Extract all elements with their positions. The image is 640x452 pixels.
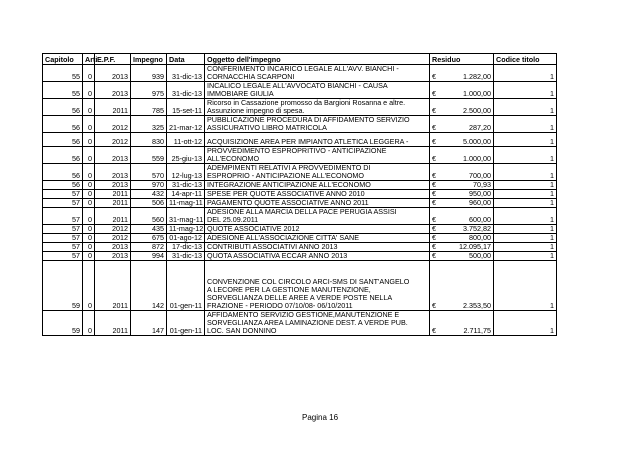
cell-arti: 0 bbox=[83, 99, 95, 116]
table-row bbox=[43, 311, 557, 336]
table-row bbox=[43, 99, 557, 116]
oggetto-line: PAGAMENTO QUOTE ASSOCIATIVE ANNO 2011 bbox=[207, 198, 369, 207]
table-row bbox=[43, 164, 557, 181]
currency-symbol: € bbox=[432, 180, 436, 189]
cell-residuo bbox=[430, 261, 494, 311]
header-data: Data bbox=[167, 54, 205, 65]
oggetto-line: ASSICURATIVO LIBRO MATRICOLA bbox=[207, 123, 327, 132]
cell-oggetto bbox=[205, 252, 430, 261]
oggetto-line: QUOTA ASSOCIATIVA ECCAR ANNO 2013 bbox=[207, 251, 348, 260]
oggetto-line: CONVENZIONE COL CIRCOLO ARCI-SMS DI SANT'ANGELO bbox=[207, 277, 410, 286]
residuo-amount: 2.500,00 bbox=[463, 106, 491, 115]
impegni-table bbox=[42, 53, 557, 336]
cell-epf: 2013 bbox=[95, 147, 131, 164]
cell-arti: 0 bbox=[83, 181, 95, 190]
header-row bbox=[43, 54, 557, 65]
oggetto-line: LOC. SAN DONNINO bbox=[207, 326, 277, 335]
cell-capitolo: 56 bbox=[43, 147, 83, 164]
cell-arti: 0 bbox=[83, 133, 95, 147]
cell-capitolo: 56 bbox=[43, 164, 83, 181]
cell-capitolo: 55 bbox=[43, 82, 83, 99]
header-oggetto: Oggetto dell'impegno bbox=[205, 54, 430, 65]
cell-arti: 0 bbox=[83, 190, 95, 199]
cell-epf: 2011 bbox=[95, 99, 131, 116]
cell-epf: 2012 bbox=[95, 225, 131, 234]
cell-codice-titolo: 1 bbox=[494, 252, 557, 261]
cell-impegno: 506 bbox=[131, 199, 167, 208]
cell-codice-titolo: 1 bbox=[494, 225, 557, 234]
oggetto-line: DEL 25.09.2011 bbox=[207, 215, 259, 224]
cell-arti: 0 bbox=[83, 225, 95, 234]
header-capitolo: Capitolo bbox=[43, 54, 83, 65]
cell-data: 11-ott-12 bbox=[167, 133, 205, 147]
table-row bbox=[43, 82, 557, 99]
cell-residuo bbox=[430, 116, 494, 133]
cell-epf: 2011 bbox=[95, 190, 131, 199]
header-residuo: Residuo bbox=[430, 54, 494, 65]
cell-capitolo: 59 bbox=[43, 261, 83, 311]
oggetto-line: CONTRIBUTI ASSOCIATIVI ANNO 2013 bbox=[207, 242, 338, 251]
residuo-amount: 600,00 bbox=[469, 215, 491, 224]
cell-epf: 2011 bbox=[95, 261, 131, 311]
oggetto-line: ACQUISIZIONE AREA PER IMPIANTO ATLETICA LEGGERA - bbox=[207, 137, 409, 146]
cell-data: 31-dic-13 bbox=[167, 252, 205, 261]
cell-codice-titolo: 1 bbox=[494, 82, 557, 99]
cell-epf: 2013 bbox=[95, 181, 131, 190]
cell-data: 31-dic-13 bbox=[167, 82, 205, 99]
residuo-amount: 700,00 bbox=[469, 171, 491, 180]
cell-codice-titolo: 1 bbox=[494, 147, 557, 164]
cell-capitolo: 56 bbox=[43, 116, 83, 133]
cell-residuo bbox=[430, 147, 494, 164]
currency-symbol: € bbox=[432, 106, 436, 115]
cell-oggetto bbox=[205, 311, 430, 336]
cell-data: 31-dic-13 bbox=[167, 181, 205, 190]
cell-impegno: 872 bbox=[131, 243, 167, 252]
residuo-amount: 3.752,82 bbox=[463, 224, 491, 233]
cell-codice-titolo: 1 bbox=[494, 181, 557, 190]
oggetto-line: ADESIONE ALLA MARCIA DELLA PACE PERUGIA ASSISI bbox=[207, 207, 397, 216]
cell-residuo bbox=[430, 164, 494, 181]
cell-oggetto bbox=[205, 261, 430, 311]
cell-arti: 0 bbox=[83, 82, 95, 99]
residuo-amount: 500,00 bbox=[469, 251, 491, 260]
header-arti: Arti bbox=[83, 54, 95, 65]
header-codice-titolo: Codice titolo bbox=[494, 54, 557, 65]
cell-impegno: 975 bbox=[131, 82, 167, 99]
cell-capitolo: 56 bbox=[43, 133, 83, 147]
cell-residuo bbox=[430, 199, 494, 208]
residuo-amount: 950,00 bbox=[469, 189, 491, 198]
currency-symbol: € bbox=[432, 198, 436, 207]
cell-impegno: 560 bbox=[131, 208, 167, 225]
cell-epf: 2011 bbox=[95, 199, 131, 208]
cell-data: 11-mag-11 bbox=[167, 199, 205, 208]
cell-codice-titolo: 1 bbox=[494, 261, 557, 311]
cell-oggetto bbox=[205, 147, 430, 164]
cell-residuo bbox=[430, 208, 494, 225]
cell-data: 14-apr-11 bbox=[167, 190, 205, 199]
cell-residuo bbox=[430, 252, 494, 261]
oggetto-line: ESPROPRIO - ANTICIPAZIONE ALL'ECONOMO bbox=[207, 171, 364, 180]
oggetto-line: IMMOBIARE GIULIA bbox=[207, 89, 274, 98]
cell-impegno: 570 bbox=[131, 164, 167, 181]
oggetto-line: Ricorso in Cassazione promosso da Bargioni Rosanna e altre. bbox=[207, 98, 406, 107]
cell-capitolo: 57 bbox=[43, 199, 83, 208]
table-row bbox=[43, 261, 557, 311]
residuo-amount: 960,00 bbox=[469, 198, 491, 207]
currency-symbol: € bbox=[432, 215, 436, 224]
cell-codice-titolo: 1 bbox=[494, 133, 557, 147]
cell-arti: 0 bbox=[83, 208, 95, 225]
cell-data: 25-giu-13 bbox=[167, 147, 205, 164]
cell-codice-titolo: 1 bbox=[494, 311, 557, 336]
cell-impegno: 785 bbox=[131, 99, 167, 116]
cell-data: 31-dic-13 bbox=[167, 65, 205, 82]
cell-arti: 0 bbox=[83, 234, 95, 243]
cell-codice-titolo: 1 bbox=[494, 208, 557, 225]
currency-symbol: € bbox=[432, 301, 436, 310]
cell-oggetto bbox=[205, 164, 430, 181]
cell-impegno: 830 bbox=[131, 133, 167, 147]
oggetto-line: INCALICO LEGALE ALL'AVVOCATO BIANCHI - CAUSA bbox=[207, 81, 388, 90]
cell-oggetto bbox=[205, 208, 430, 225]
cell-codice-titolo: 1 bbox=[494, 65, 557, 82]
cell-epf: 2012 bbox=[95, 234, 131, 243]
oggetto-line: PROVVEDIMENTO ESPROPRITIVO - ANTICIPAZIONE bbox=[207, 146, 387, 155]
oggetto-line: SORVEGLIANZA DELLE AREE A VERDE POSTE NELLA bbox=[207, 293, 393, 302]
cell-epf: 2013 bbox=[95, 65, 131, 82]
cell-epf: 2011 bbox=[95, 208, 131, 225]
cell-arti: 0 bbox=[83, 147, 95, 164]
oggetto-line: CONFERIMENTO INCARICO LEGALE ALL'AVV. BIANCHI - bbox=[207, 64, 399, 73]
page-number: Pagina 16 bbox=[301, 413, 339, 422]
cell-epf: 2012 bbox=[95, 133, 131, 147]
table-row bbox=[43, 147, 557, 164]
cell-codice-titolo: 1 bbox=[494, 199, 557, 208]
cell-oggetto bbox=[205, 99, 430, 116]
cell-oggetto bbox=[205, 82, 430, 99]
cell-impegno: 675 bbox=[131, 234, 167, 243]
cell-capitolo: 57 bbox=[43, 225, 83, 234]
cell-impegno: 970 bbox=[131, 181, 167, 190]
currency-symbol: € bbox=[432, 189, 436, 198]
cell-arti: 0 bbox=[83, 252, 95, 261]
table-row bbox=[43, 133, 557, 147]
oggetto-line: ALL'ECONOMO bbox=[207, 154, 260, 163]
oggetto-line: A LECORE PER LA GESTIONE MANUTENZIONE, bbox=[207, 285, 371, 294]
cell-arti: 0 bbox=[83, 243, 95, 252]
oggetto-line: SPESE PER QUOTE ASSOCIATIVE ANNO 2010 bbox=[207, 189, 365, 198]
cell-residuo bbox=[430, 65, 494, 82]
oggetto-line: Assunzione impegno di spesa. bbox=[207, 106, 305, 115]
cell-data: 21-mar-12 bbox=[167, 116, 205, 133]
residuo-amount: 12.095,17 bbox=[459, 242, 491, 251]
residuo-amount: 287,20 bbox=[469, 123, 491, 132]
cell-impegno: 435 bbox=[131, 225, 167, 234]
residuo-amount: 2.711,75 bbox=[463, 326, 491, 335]
cell-codice-titolo: 1 bbox=[494, 234, 557, 243]
cell-oggetto bbox=[205, 133, 430, 147]
currency-symbol: € bbox=[432, 242, 436, 251]
cell-codice-titolo: 1 bbox=[494, 116, 557, 133]
oggetto-line: AFFIDAMENTO SERVIZIO GESTIONE,MANUTENZIONE E bbox=[207, 310, 400, 319]
oggetto-line: FRAZIONE - PERIODO 07/10/08- 06/10/2011 bbox=[207, 301, 353, 310]
cell-impegno: 939 bbox=[131, 65, 167, 82]
currency-symbol: € bbox=[432, 72, 436, 81]
cell-impegno: 994 bbox=[131, 252, 167, 261]
oggetto-line: ADESIONE ALL'ASSOCIAZIONE CITTA' SANE bbox=[207, 233, 359, 242]
cell-data: 01-gen-11 bbox=[167, 311, 205, 336]
cell-capitolo: 57 bbox=[43, 243, 83, 252]
cell-residuo bbox=[430, 311, 494, 336]
currency-symbol: € bbox=[432, 123, 436, 132]
oggetto-line: ADEMPIMENTI RELATIVI A PROVVEDIMENTO DI bbox=[207, 163, 371, 172]
cell-data: 01-gen-11 bbox=[167, 261, 205, 311]
header-impegno: Impegno bbox=[131, 54, 167, 65]
cell-epf: 2011 bbox=[95, 311, 131, 336]
cell-codice-titolo: 1 bbox=[494, 164, 557, 181]
cell-impegno: 147 bbox=[131, 311, 167, 336]
header-epf: E.P.F. bbox=[95, 54, 131, 65]
table-row bbox=[43, 208, 557, 225]
cell-capitolo: 56 bbox=[43, 181, 83, 190]
currency-symbol: € bbox=[432, 251, 436, 260]
cell-data: 01-ago-12 bbox=[167, 234, 205, 243]
residuo-amount: 1.000,00 bbox=[463, 89, 491, 98]
cell-capitolo: 57 bbox=[43, 252, 83, 261]
table-row bbox=[43, 116, 557, 133]
cell-arti: 0 bbox=[83, 116, 95, 133]
cell-data: 11-mag-12 bbox=[167, 225, 205, 234]
cell-data: 31-mag-11 bbox=[167, 208, 205, 225]
cell-oggetto bbox=[205, 116, 430, 133]
cell-arti: 0 bbox=[83, 65, 95, 82]
table-row bbox=[43, 65, 557, 82]
oggetto-line: CORNACCHIA SCARPONI bbox=[207, 72, 295, 81]
cell-impegno: 142 bbox=[131, 261, 167, 311]
currency-symbol: € bbox=[432, 326, 436, 335]
currency-symbol: € bbox=[432, 224, 436, 233]
residuo-amount: 800,00 bbox=[469, 233, 491, 242]
cell-codice-titolo: 1 bbox=[494, 243, 557, 252]
cell-residuo bbox=[430, 99, 494, 116]
cell-epf: 2013 bbox=[95, 82, 131, 99]
cell-codice-titolo: 1 bbox=[494, 190, 557, 199]
cell-arti: 0 bbox=[83, 311, 95, 336]
currency-symbol: € bbox=[432, 171, 436, 180]
residuo-amount: 2.353,50 bbox=[463, 301, 491, 310]
cell-data: 17-dic-13 bbox=[167, 243, 205, 252]
currency-symbol: € bbox=[432, 233, 436, 242]
residuo-amount: 5.000,00 bbox=[463, 137, 491, 146]
cell-capitolo: 57 bbox=[43, 234, 83, 243]
cell-arti: 0 bbox=[83, 261, 95, 311]
cell-arti: 0 bbox=[83, 199, 95, 208]
residuo-amount: 1.282,00 bbox=[463, 72, 491, 81]
cell-capitolo: 57 bbox=[43, 208, 83, 225]
cell-epf: 2013 bbox=[95, 252, 131, 261]
oggetto-line: SORVEGLIANZA AREA LAMINAZIONE DEST. A VERDE PUB. bbox=[207, 318, 408, 327]
cell-data: 12-lug-13 bbox=[167, 164, 205, 181]
oggetto-line: PUBBLICAZIONE PROCEDURA DI AFFIDAMENTO SERVIZIO bbox=[207, 115, 410, 124]
cell-epf: 2013 bbox=[95, 243, 131, 252]
cell-residuo bbox=[430, 82, 494, 99]
oggetto-line: QUOTE ASSOCIATIVE 2012 bbox=[207, 224, 300, 233]
residuo-amount: 1.000,00 bbox=[463, 154, 491, 163]
cell-oggetto bbox=[205, 65, 430, 82]
cell-impegno: 432 bbox=[131, 190, 167, 199]
cell-residuo bbox=[430, 133, 494, 147]
cell-codice-titolo: 1 bbox=[494, 99, 557, 116]
cell-capitolo: 55 bbox=[43, 65, 83, 82]
cell-epf: 2012 bbox=[95, 116, 131, 133]
cell-impegno: 325 bbox=[131, 116, 167, 133]
cell-capitolo: 57 bbox=[43, 190, 83, 199]
cell-arti: 0 bbox=[83, 164, 95, 181]
cell-capitolo: 56 bbox=[43, 99, 83, 116]
cell-data: 15-set-11 bbox=[167, 99, 205, 116]
residuo-amount: 70,93 bbox=[473, 180, 491, 189]
table-row bbox=[43, 252, 557, 261]
cell-impegno: 559 bbox=[131, 147, 167, 164]
cell-epf: 2013 bbox=[95, 164, 131, 181]
oggetto-line: INTEGRAZIONE ANTICIPAZIONE ALL'ECONOMO bbox=[207, 180, 371, 189]
cell-capitolo: 59 bbox=[43, 311, 83, 336]
currency-symbol: € bbox=[432, 137, 436, 146]
currency-symbol: € bbox=[432, 89, 436, 98]
currency-symbol: € bbox=[432, 154, 436, 163]
